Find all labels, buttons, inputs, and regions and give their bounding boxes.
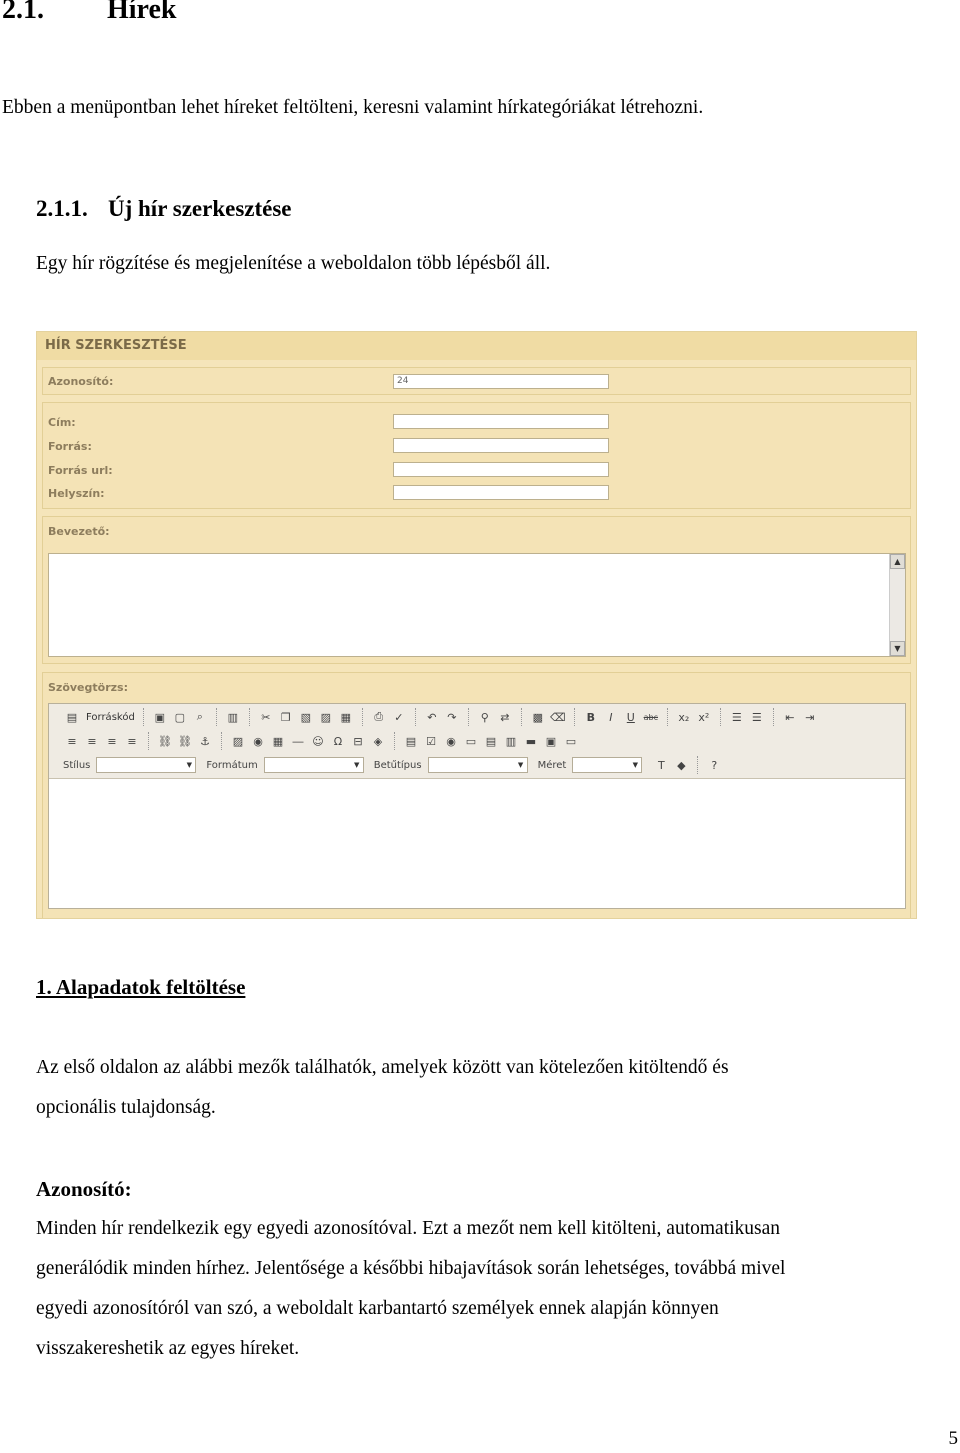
lead-scrollbar[interactable] (889, 554, 905, 656)
superscript-icon[interactable]: x² (698, 710, 710, 724)
location-input[interactable] (393, 485, 609, 500)
align-left-icon[interactable]: ≡ (67, 734, 77, 748)
paste-text-icon[interactable]: ▨ (320, 710, 332, 724)
paste-icon[interactable]: ▧ (300, 710, 312, 724)
style-select[interactable] (96, 757, 196, 773)
checkbox-icon[interactable]: ☑ (426, 734, 436, 748)
id-section (42, 367, 911, 395)
bg-color-icon[interactable]: ◆ (677, 758, 686, 772)
new-page-icon[interactable]: ▢ (174, 710, 186, 724)
title-input[interactable] (393, 414, 609, 429)
font-label: Betűtípus (373, 759, 422, 771)
title-label: Cím: (48, 416, 76, 429)
id-text-line-2: generálódik minden hírhez. Jelentősége a későbbi hibajavítások során lehetséges, továbbá mivel (36, 1258, 786, 1279)
link-icon[interactable]: ⛓ (158, 734, 172, 748)
align-center-icon[interactable]: ≡ (87, 734, 97, 748)
radio-icon[interactable]: ◉ (446, 734, 456, 748)
unordered-list-icon[interactable]: ☰ (751, 710, 762, 724)
news-edit-form (36, 331, 917, 919)
id-input[interactable]: 24 (393, 374, 609, 389)
step-text-line-1: Az első oldalon az alábbi mezők találhatók, amelyek között van kötelezően kitöltendő és (36, 1057, 729, 1078)
replace-icon[interactable]: ⇄ (500, 710, 510, 724)
spellcheck-icon[interactable]: ✓ (394, 710, 404, 724)
textarea-icon[interactable]: ▤ (485, 734, 497, 748)
intro-text: Ebben a menüpontban lehet híreket feltölteni, keresni valamint hírkategóriákat létrehozni. (2, 97, 704, 118)
help-icon[interactable]: ? (711, 758, 718, 772)
id-text-line-1: Minden hír rendelkezik egy egyedi azonosítóval. Ezt a mezőt nem kell kitölteni, automatikusan (36, 1218, 781, 1239)
chevron-down-icon[interactable]: ▼ (517, 761, 524, 769)
style-label: Stílus (63, 759, 91, 771)
chevron-down-icon[interactable]: ▼ (186, 761, 193, 769)
preview-icon[interactable]: ⌕ (196, 710, 203, 723)
page-break-icon[interactable]: ⊟ (353, 734, 363, 748)
cut-icon[interactable]: ✂ (261, 710, 271, 724)
smiley-icon[interactable]: ☺ (312, 734, 324, 748)
save-icon[interactable]: ▣ (154, 710, 166, 724)
align-right-icon[interactable]: ≡ (107, 734, 117, 748)
text-field-icon[interactable]: ▭ (465, 734, 477, 748)
unlink-icon[interactable]: ⛓ (178, 734, 192, 748)
underline-icon[interactable]: U (626, 710, 635, 724)
location-label: Helyszín: (48, 487, 105, 500)
basic-fields-section (42, 402, 911, 509)
paste-word-icon[interactable]: ▦ (340, 710, 352, 724)
chevron-down-icon[interactable]: ▼ (354, 761, 360, 769)
format-label: Formátum (206, 759, 258, 771)
find-icon[interactable]: ⚲ (480, 710, 489, 724)
special-char-icon[interactable]: Ω (333, 734, 343, 748)
outdent-icon[interactable]: ⇤ (785, 710, 795, 724)
strikethrough-icon[interactable]: abc (643, 712, 658, 722)
print-icon[interactable]: ⎙ (374, 710, 384, 723)
hidden-field-icon[interactable]: ▭ (565, 734, 577, 748)
subheading (36, 196, 292, 222)
subintro-text: Egy hír rögzítése és megjelenítése a weboldalon több lépésből áll. (36, 253, 551, 274)
anchor-icon[interactable]: ⚓ (200, 734, 210, 748)
subheading-title: Új hír szerkesztése (108, 196, 292, 221)
scroll-up-icon[interactable]: ▲ (890, 554, 905, 569)
step-text-line-2: opcionális tulajdonság. (36, 1097, 216, 1118)
editor-toolbar (49, 704, 905, 779)
toolbar-row-2 (63, 730, 582, 752)
id-label: Azonosító: (48, 375, 114, 388)
format-select[interactable] (264, 757, 364, 773)
heading-number: 2.1. (2, 0, 44, 25)
source-url-input[interactable] (393, 462, 609, 477)
rich-text-editor (48, 703, 906, 909)
templates-icon[interactable]: ▥ (227, 710, 239, 724)
lead-section (42, 516, 911, 664)
italic-icon[interactable]: I (609, 710, 613, 724)
undo-icon[interactable]: ↶ (427, 710, 437, 724)
redo-icon[interactable]: ↷ (447, 710, 457, 724)
source-label: Forrás: (48, 440, 92, 453)
lead-label: Bevezető: (48, 525, 110, 538)
bold-icon[interactable]: B (586, 710, 595, 724)
image-map-icon[interactable]: ◈ (373, 734, 383, 748)
remove-format-icon[interactable]: ⌫ (550, 710, 566, 724)
form-icon[interactable]: ▤ (405, 734, 417, 748)
size-select[interactable] (572, 757, 642, 773)
flash-icon[interactable]: ◉ (253, 734, 263, 748)
body-section (42, 672, 911, 918)
source-code-icon[interactable]: ▤ (66, 710, 78, 724)
toolbar-row-3 (63, 754, 725, 776)
page-heading (2, 0, 176, 26)
select-field-icon[interactable]: ▥ (505, 734, 517, 748)
ordered-list-icon[interactable]: ☰ (731, 710, 742, 724)
id-text-line-3: egyedi azonosítóról van szó, a weboldalt karbantartó személyek ennek alapján könnyen (36, 1298, 719, 1319)
size-label: Méret (537, 759, 567, 771)
image-button-icon[interactable]: ▣ (545, 734, 557, 748)
body-label: Szövegtörzs: (48, 681, 128, 694)
source-code-button[interactable]: Forráskód (86, 711, 135, 723)
heading-title: Hírek (107, 0, 177, 25)
indent-icon[interactable]: ⇥ (805, 710, 815, 724)
table-icon[interactable]: ▦ (272, 734, 284, 748)
step-title: 1. Alapadatok feltöltése (36, 975, 246, 999)
subscript-icon[interactable]: x₂ (678, 710, 690, 724)
subheading-number: 2.1.1. (36, 196, 88, 221)
toolbar-row-1 (63, 706, 821, 728)
id-text-line-4: visszakereshetik az egyes híreket. (36, 1338, 300, 1359)
text-color-icon[interactable]: T (657, 758, 665, 772)
copy-icon[interactable]: ❐ (280, 710, 291, 724)
lead-textarea[interactable] (48, 553, 906, 657)
font-select[interactable] (428, 757, 528, 773)
id-heading: Azonosító: (36, 1177, 132, 1201)
button-field-icon[interactable]: ▬ (525, 734, 537, 748)
align-justify-icon[interactable]: ≡ (127, 734, 137, 748)
form-title: HÍR SZERKESZTÉSE (37, 332, 916, 360)
source-input[interactable] (393, 438, 609, 453)
horizontal-rule-icon[interactable]: ― (292, 734, 304, 748)
page-number: 5 (948, 1428, 958, 1449)
image-icon[interactable]: ▨ (232, 734, 244, 748)
select-all-icon[interactable]: ▩ (532, 710, 544, 724)
scroll-down-icon[interactable]: ▼ (890, 641, 905, 656)
source-url-label: Forrás url: (48, 464, 113, 477)
chevron-down-icon[interactable]: ▼ (632, 761, 639, 769)
